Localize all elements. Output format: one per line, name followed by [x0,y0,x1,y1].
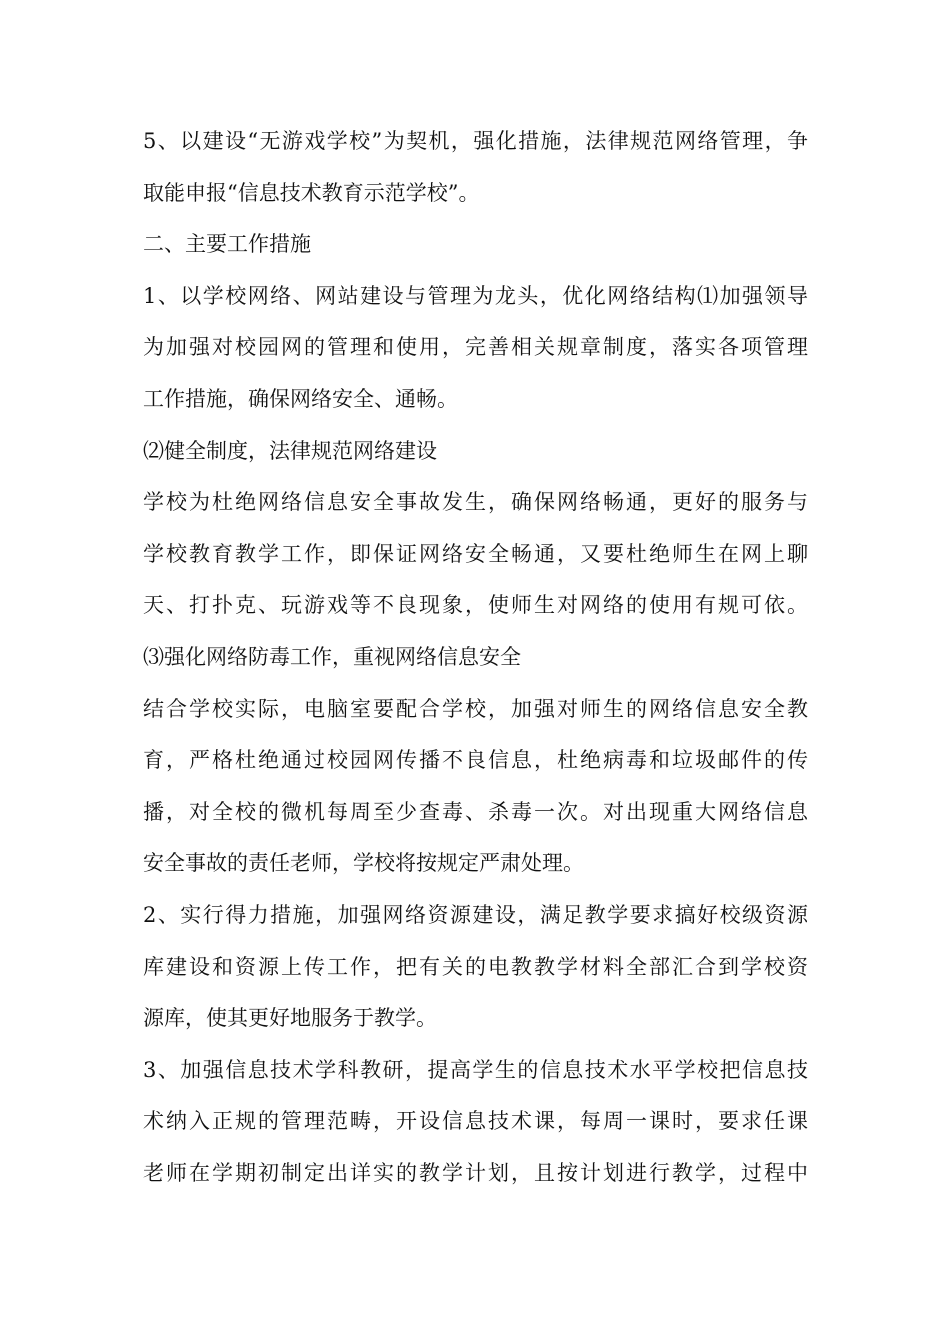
text-line: 源库，使其更好地服务于教学。 [143,1006,437,1031]
text-line: 播，对全校的微机每周至少查毒、杀毒一次。对出现重大网络信息 [143,799,808,824]
text-line: 老师在学期初制定出详实的教学计划，且按计划进行教学，过程中 [143,1160,808,1185]
text-line: 学校为杜绝网络信息安全事故发生，确保网络畅通，更好的服务与 [143,490,808,515]
text-line: 1、以学校网络、网站建设与管理为龙头，优化网络结构⑴加强领导 [143,283,808,308]
text-line: 育，严格杜绝通过校园网传播不良信息，杜绝病毒和垃圾邮件的传 [143,748,808,773]
text-line: 为加强对校园网的管理和使用，完善相关规章制度，落实各项管理 [143,335,808,360]
text-line: 取能申报“信息技术教育示范学校”。 [143,180,480,205]
text-line: 库建设和资源上传工作，把有关的电教教学材料全部汇合到学校资 [143,954,808,979]
text-line: 安全事故的责任老师，学校将按规定严肃处理。 [143,851,584,876]
document-body [143,116,808,1199]
subheading: ⑵健全制度，法律规范网络建设 [143,438,437,463]
text-line: 2、实行得力措施，加强网络资源建设，满足教学要求搞好校级资源 [143,902,808,927]
text-line: 结合学校实际，电脑室要配合学校，加强对师生的网络信息安全教 [143,696,808,721]
text-line: 学校教育教学工作，即保证网络安全畅通，又要杜绝师生在网上聊 [143,541,808,566]
section-heading: 二、主要工作措施 [143,232,311,257]
text-line: 天、打扑克、玩游戏等不良现象，使师生对网络的使用有规可依。 [143,593,808,618]
text-line: 术纳入正规的管理范畴，开设信息技术课，每周一课时，要求任课 [143,1109,808,1134]
text-line: 5、以建设“无游戏学校”为契机，强化措施，法律规范网络管理，争 [143,129,808,153]
text-line: 3、加强信息技术学科教研，提高学生的信息技术水平学校把信息技 [143,1057,808,1082]
text-line: 工作措施，确保网络安全、通畅。 [143,386,458,411]
subheading: ⑶强化网络防毒工作，重视网络信息安全 [143,644,521,669]
